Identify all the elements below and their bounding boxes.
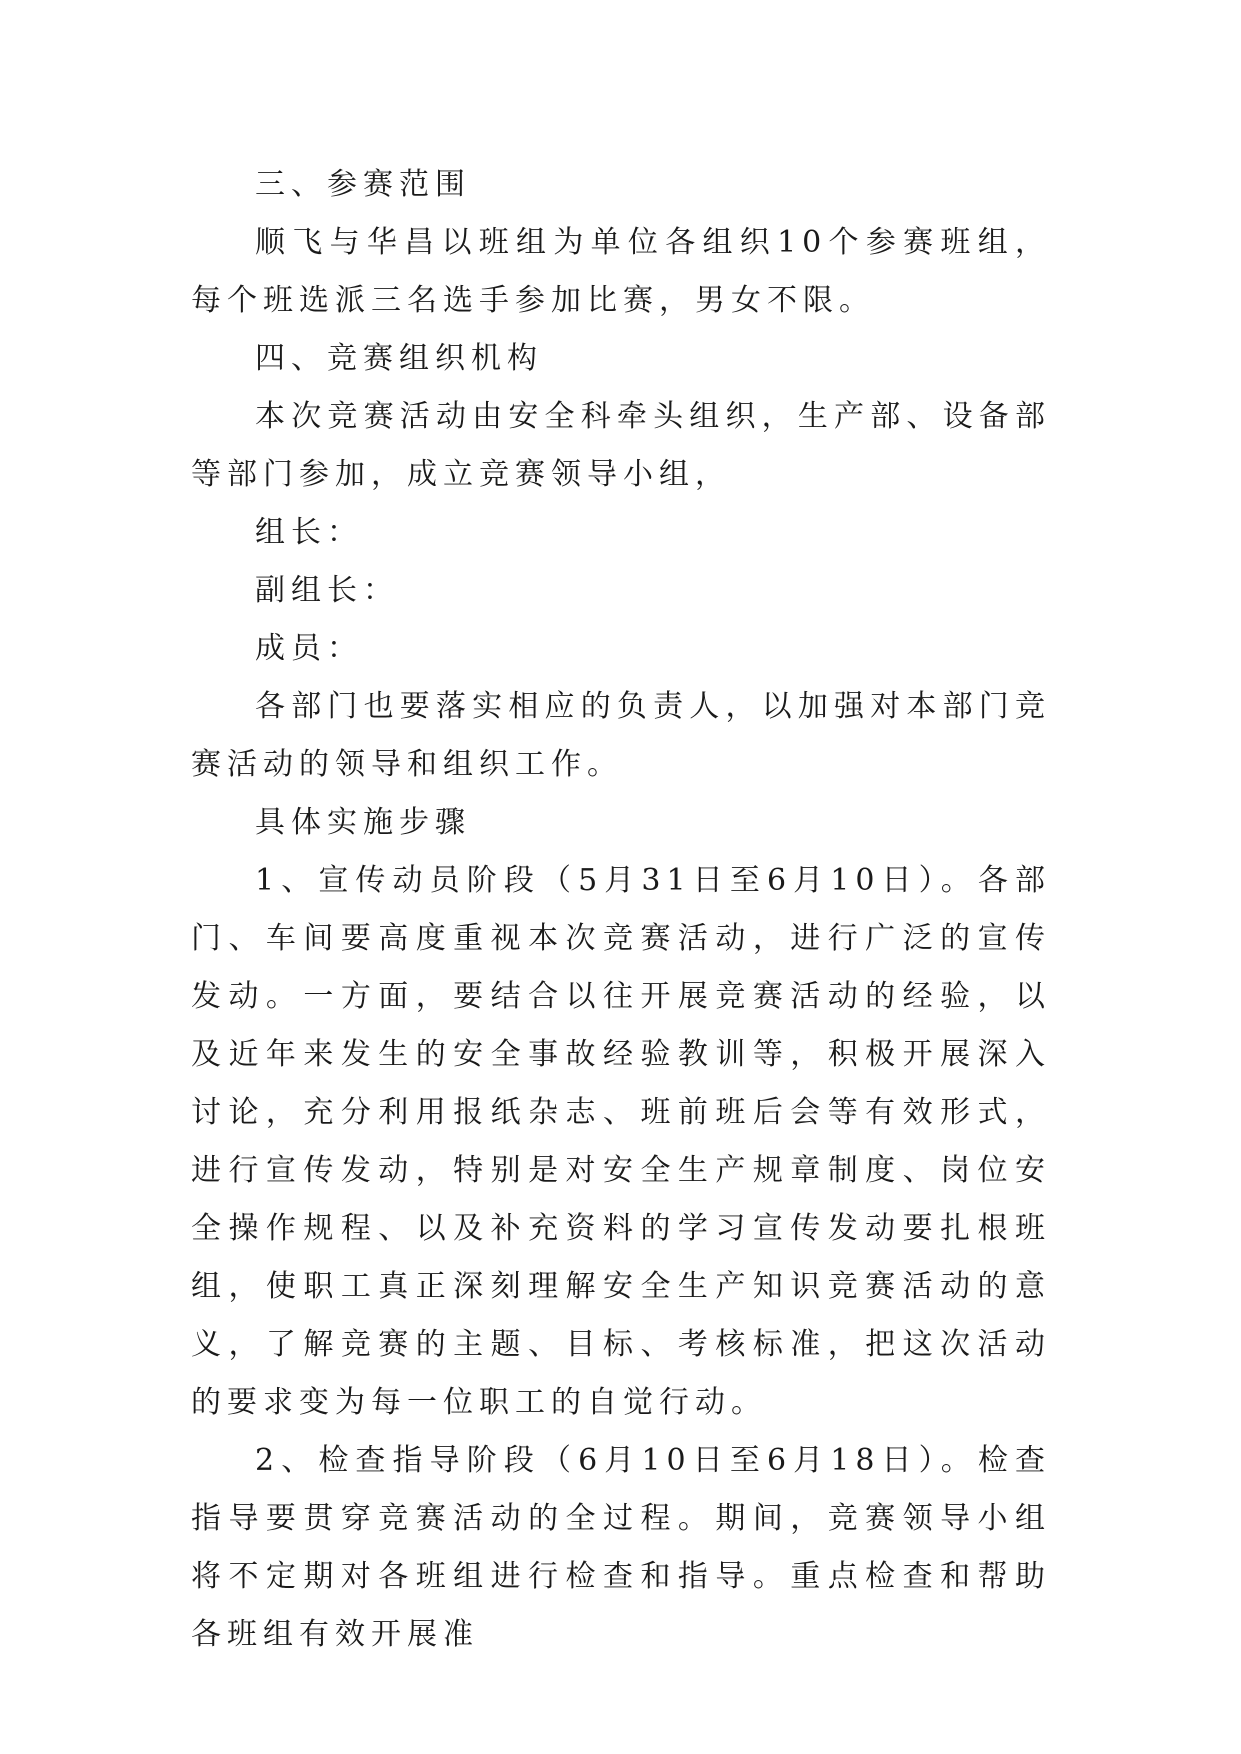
paragraph-step-publicity: 1、宣传动员阶段（5月31日至6月10日）。各部门、车间要高度重视本次竞赛活动，进行广泛的宣传发动。一方面，要结合以往开展竞赛活动的经验，以及近年来发生的安全事故经验教训等，积极开展深入讨论，充分利用报纸杂志、班前班后会等有效形式，进行宣传发动，特别是对安全生产规章制度、岗位安全操作规程、以及补充资料的学习宣传发动要扎根班组，使职工真正深刻理解安全生产知识竞赛活动的意义，了解竞赛的主题、目标、考核标准，把这次活动的要求变为每一位职工的自觉行动。 (191, 863, 1051, 1420)
field-members: 成员： (255, 631, 363, 666)
field-group-leader: 组长： (255, 515, 363, 550)
document-body (191, 156, 1051, 1664)
section-heading-steps: 具体实施步骤 (255, 805, 471, 840)
field-deputy-leader: 副组长： (255, 573, 399, 608)
paragraph-organization: 本次竞赛活动由安全科牵头组织，生产部、设备部等部门参加，成立竞赛领导小组， (191, 399, 1051, 492)
section-heading-scope: 三、参赛范围 (255, 167, 471, 202)
paragraph-step-inspection: 2、检查指导阶段（6月10日至6月18日）。检查指导要贯穿竞赛活动的全过程。期间，竞赛领导小组将不定期对各班组进行检查和指导。重点检查和帮助各班组有效开展准 (191, 1443, 1051, 1652)
section-heading-organization: 四、竞赛组织机构 (255, 341, 543, 376)
paragraph-department-responsibility: 各部门也要落实相应的负责人，以加强对本部门竞赛活动的领导和组织工作。 (191, 689, 1051, 782)
paragraph-scope-details: 顺飞与华昌以班组为单位各组织10个参赛班组，每个班选派三名选手参加比赛，男女不限。 (191, 225, 1051, 318)
